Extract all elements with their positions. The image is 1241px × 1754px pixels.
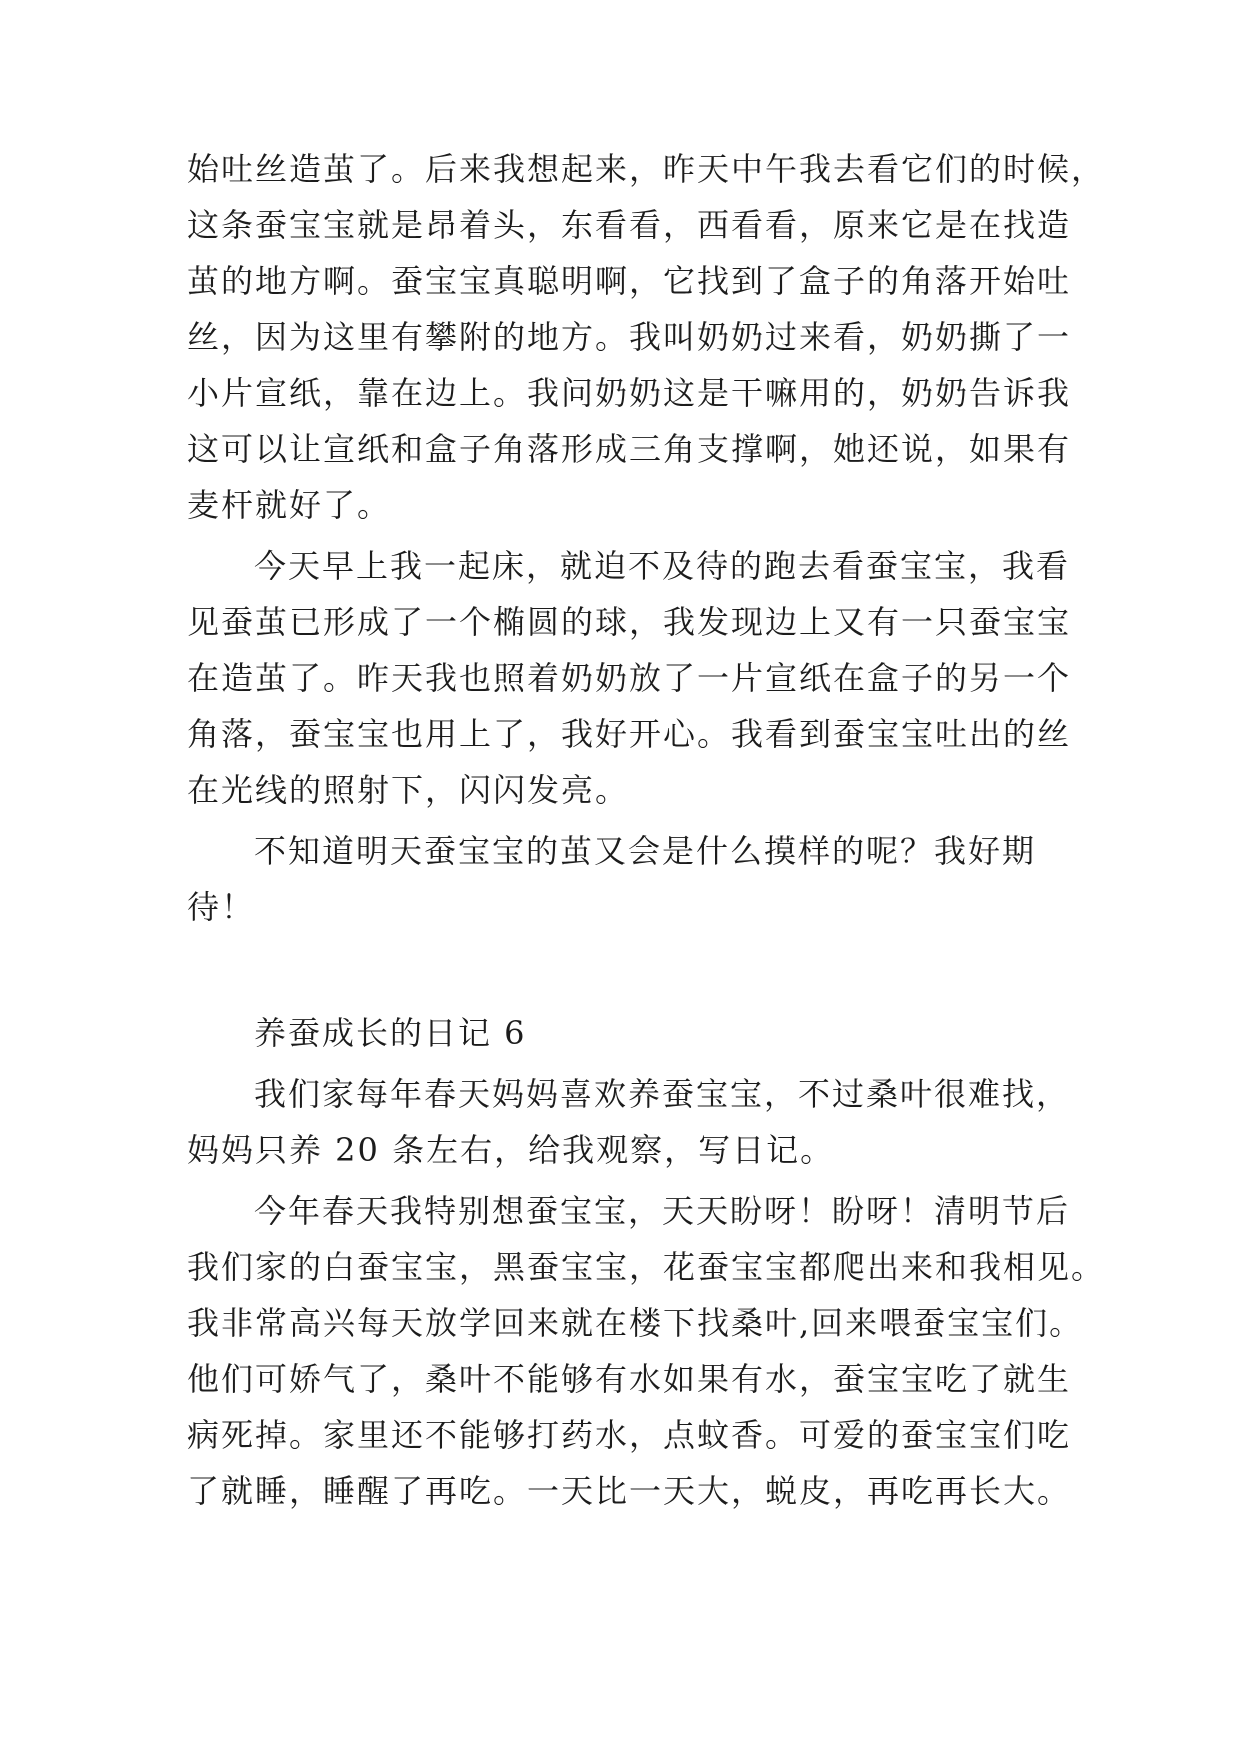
text-line: 妈妈只养 20 条左右，给我观察，写日记。 (187, 1131, 835, 1169)
text-line: 丝，因为这里有攀附的地方。我叫奶奶过来看，奶奶撕了一 (187, 318, 1072, 356)
text-line: 在光线的照射下，闪闪发亮。 (187, 771, 630, 809)
text-line: 始吐丝造茧了。后来我想起来，昨天中午我去看它们的时候， (187, 150, 1106, 188)
text-line: 角落，蚕宝宝也用上了，我好开心。我看到蚕宝宝吐出的丝 (187, 715, 1072, 753)
text-line: 今年春天我特别想蚕宝宝，天天盼呀！盼呀！清明节后 (254, 1192, 1071, 1230)
text-line: 待！ (187, 888, 256, 926)
text-line: 这条蚕宝宝就是昂着头，东看看，西看看，原来它是在找造 (187, 206, 1072, 244)
text-line: 我非常高兴每天放学回来就在楼下找桑叶,回来喂蚕宝宝们。 (187, 1304, 1084, 1342)
text-line: 茧的地方啊。蚕宝宝真聪明啊，它找到了盒子的角落开始吐 (187, 262, 1072, 300)
section-heading: 养蚕成长的日记 6 (254, 1014, 527, 1052)
text-line: 他们可娇气了，桑叶不能够有水如果有水，蚕宝宝吃了就生 (187, 1360, 1072, 1398)
text-line: 麦杆就好了。 (187, 486, 392, 524)
text-line: 小片宣纸，靠在边上。我问奶奶这是干嘛用的，奶奶告诉我 (187, 374, 1072, 412)
text-line: 我们家的白蚕宝宝，黑蚕宝宝，花蚕宝宝都爬出来和我相见。 (187, 1248, 1106, 1286)
text-line: 我们家每年春天妈妈喜欢养蚕宝宝，不过桑叶很难找， (254, 1075, 1071, 1113)
text-line: 今天早上我一起床，就迫不及待的跑去看蚕宝宝，我看 (254, 547, 1071, 585)
text-line: 在造茧了。昨天我也照着奶奶放了一片宣纸在盒子的另一个 (187, 659, 1072, 697)
text-line: 这可以让宣纸和盒子角落形成三角支撑啊，她还说，如果有 (187, 430, 1072, 468)
text-line: 不知道明天蚕宝宝的茧又会是什么摸样的呢？我好期 (254, 832, 1037, 870)
text-line: 了就睡，睡醒了再吃。一天比一天大，蜕皮，再吃再长大。 (187, 1472, 1072, 1510)
text-line: 病死掉。家里还不能够打药水，点蚊香。可爱的蚕宝宝们吃 (187, 1416, 1072, 1454)
text-line: 见蚕茧已形成了一个椭圆的球，我发现边上又有一只蚕宝宝 (187, 603, 1072, 641)
